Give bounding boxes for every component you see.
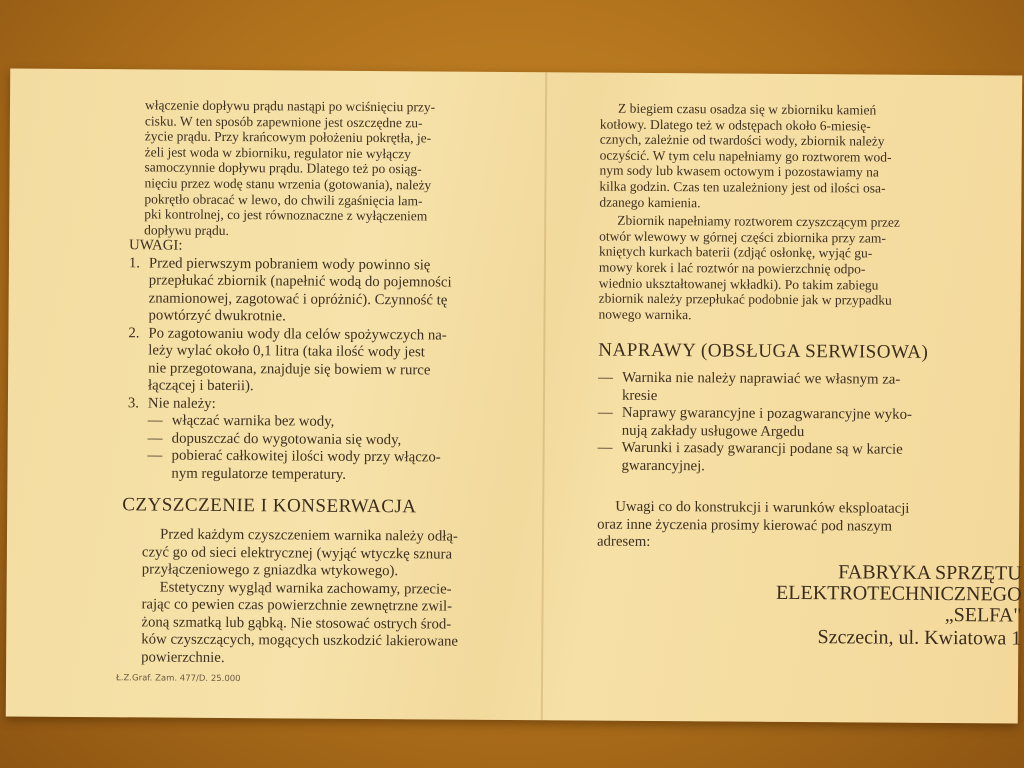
right-column (597, 101, 960, 554)
text-line: dopuszczać do wygotowania się wody, (171, 430, 402, 449)
print-info: Ł.Z.Graf. Zam. 477/D. 25.000 (115, 673, 241, 685)
repairs-list (597, 370, 958, 554)
text-line: ków czyszczących, mogących uszkodzić lakierowane (141, 631, 459, 650)
text-line: życie prądu. Przy krańcowym położeniu pokrętła, je- (144, 128, 432, 146)
uwagi-label: UWAGI: (128, 237, 183, 255)
dash-bullet: — (147, 412, 163, 429)
text-line: przepłukać zbiornik (napełnić wodą do pojemności (148, 272, 452, 291)
text-line: czyć go od sieci elektrycznej (wyjąć wtyczkę sznura (141, 544, 453, 563)
note-item (128, 325, 538, 398)
text-line: kniętych kurkach baterii (zdjąć osłonkę, wyjąć gu- (598, 243, 873, 261)
text-line: nują zakłady usługowe Argedu (621, 422, 805, 440)
text-line: kotłowy. Dlatego też w odstępach około 6-miesię- (599, 116, 871, 134)
company-brand: „SELFA" (944, 604, 1022, 627)
text-line: zbiornik należy przepłukać podobnie jak w przypadku (598, 290, 892, 308)
notes-list (127, 255, 539, 485)
text-line: pobierać całkowitej ilości wody przy włączo- (171, 447, 441, 466)
intro-text (144, 97, 540, 240)
text-line: nym regulatorze temperatury. (171, 465, 346, 483)
text-line: Po zagotowaniu wody dla celów spożywczych na- (148, 325, 447, 344)
fold-line (541, 72, 548, 720)
text-line: powtórzyć dwukrotnie. (148, 307, 286, 325)
dash-bullet: — (597, 404, 613, 422)
text-line: pki kontrolnej, co jest równoznaczne z wyłączeniem (144, 206, 428, 224)
text-line: dzanego kamienia. (599, 194, 701, 210)
text-line: włączenie dopływu prądu nastąpi po wciśnięciu przy- (144, 97, 436, 115)
text-line: wiednio ukształtowanej wkładki). Po takim zabiegu (598, 275, 879, 293)
company-name-line: FABRYKA SPRZĘTU (838, 561, 1022, 585)
company-street-address: Szczecin, ul. Kwiatowa 1 (817, 626, 1022, 650)
note-number: 2. (128, 325, 140, 342)
text-line: pokrętło obracać w lewo, do chwili zgaśnięcia lam- (144, 190, 423, 208)
text-line: nowego warnika. (598, 306, 692, 322)
text-line: mowy korek i lać roztwór na powierzchnię odpo- (598, 259, 866, 277)
text-line: Estetyczny wygląd warnika zachowamy, przecie- (159, 579, 452, 598)
section-heading-repairs: NAPRAWY (OBSŁUGA SERWISOWA) (598, 339, 929, 364)
note-item (128, 255, 538, 328)
dash-bullet: — (147, 447, 163, 464)
text-line: Warunki i zasady gwarancji podane są w karcie (621, 440, 903, 459)
text-line: Uwagi co do konstrukcji i warunków eksploatacji (615, 499, 910, 518)
company-name-line: ELEKTROTECHNICZNEGO (776, 581, 1022, 606)
note-number: 1. (128, 255, 141, 272)
text-line: cznych, zależnie od twardości wody, zbiornik należy (599, 131, 885, 149)
text-line: oraz inne życzenia prosimy kierować pod naszym (597, 516, 893, 535)
note-number: 3. (127, 395, 140, 412)
notes-section (127, 238, 539, 486)
text-line: Z biegiem czasu osadza się w zbiorniku kamień (617, 100, 877, 118)
text-line: oczyścić. W tym celu napełniamy go roztworem wod- (599, 147, 892, 165)
note-item (127, 395, 538, 485)
text-line: łączącej i baterii). (148, 377, 254, 395)
text-line: nym sody lub kwasem octowym i pozostawiamy na (599, 162, 879, 180)
dash-bullet: — (598, 369, 613, 387)
text-line: Nie należy: (147, 395, 216, 412)
text-line: gwarancyjnej. (621, 457, 705, 475)
cleaning-text (141, 527, 537, 670)
text-line: Warnika nie należy naprawiać we własnym za- (622, 370, 901, 389)
text-line: Naprawy gwarancyjne i pozagwarancyjne wyko- (621, 405, 912, 424)
dash-bullet: — (147, 430, 163, 447)
text-line: Przed każdym czyszczeniem warnika należy odłą- (159, 526, 458, 545)
dash-item (597, 440, 957, 478)
instruction-leaflet (6, 68, 1022, 723)
text-line: przyłączeniowego z gniazdka wtykowego). (141, 561, 399, 580)
text-line: Zbiornik napełniamy roztworem czyszczącym przez (617, 212, 900, 230)
text-line: rając co pewien czas powierzchnie zewnętrzne zwil- (141, 596, 453, 615)
text-line: nie przegotowana, znajduje się bowiem w rurce (148, 360, 431, 379)
text-line: samoczynnie dopływu prądu. Dlatego też po osiąg- (144, 159, 422, 177)
dash-item (598, 405, 958, 443)
text-line: dopływu prądu. (144, 222, 229, 238)
company-address (736, 562, 1022, 650)
text-line: cisku. W ten sposób zapewnione jest oszczędne zu- (144, 113, 423, 130)
text-line: znamionowej, zagotować i opróżnić). Czynność tę (148, 290, 448, 309)
dash-bullet: — (597, 439, 613, 457)
text-line: włączać warnika bez wody, (171, 412, 335, 431)
dash-item (147, 448, 537, 486)
section-heading-cleaning: CZYSZCZENIE I KONSERWACJA (122, 494, 417, 518)
text-line: adresem: (596, 533, 651, 551)
text-line: żoną szmatką lub gąbką. Nie stosować ostrych środ- (141, 614, 452, 633)
descaling-text (599, 101, 961, 325)
text-line: Przed pierwszym pobraniem wody powinno się (148, 255, 431, 274)
text-line: kilka godzin. Czas ten uzależniony jest od ilości osa- (599, 178, 886, 196)
left-column (122, 97, 540, 669)
paragraph (597, 499, 957, 519)
dash-item (598, 370, 958, 408)
text-line: nięciu przez wodę stanu wrzenia (gotowania), należy (144, 175, 432, 193)
text-line: leży wylać około 0,1 litra (taka ilość wody jest (148, 342, 425, 361)
text-line: otwór wlewowy w górnej części zbiornika przy zam- (599, 228, 886, 246)
text-line: kresie (621, 387, 658, 404)
text-line: powierzchnie. (141, 649, 225, 666)
contact-note (597, 499, 957, 554)
text-line: żeli jest woda w zbiorniku, regulator nie wyłączy (144, 144, 411, 162)
